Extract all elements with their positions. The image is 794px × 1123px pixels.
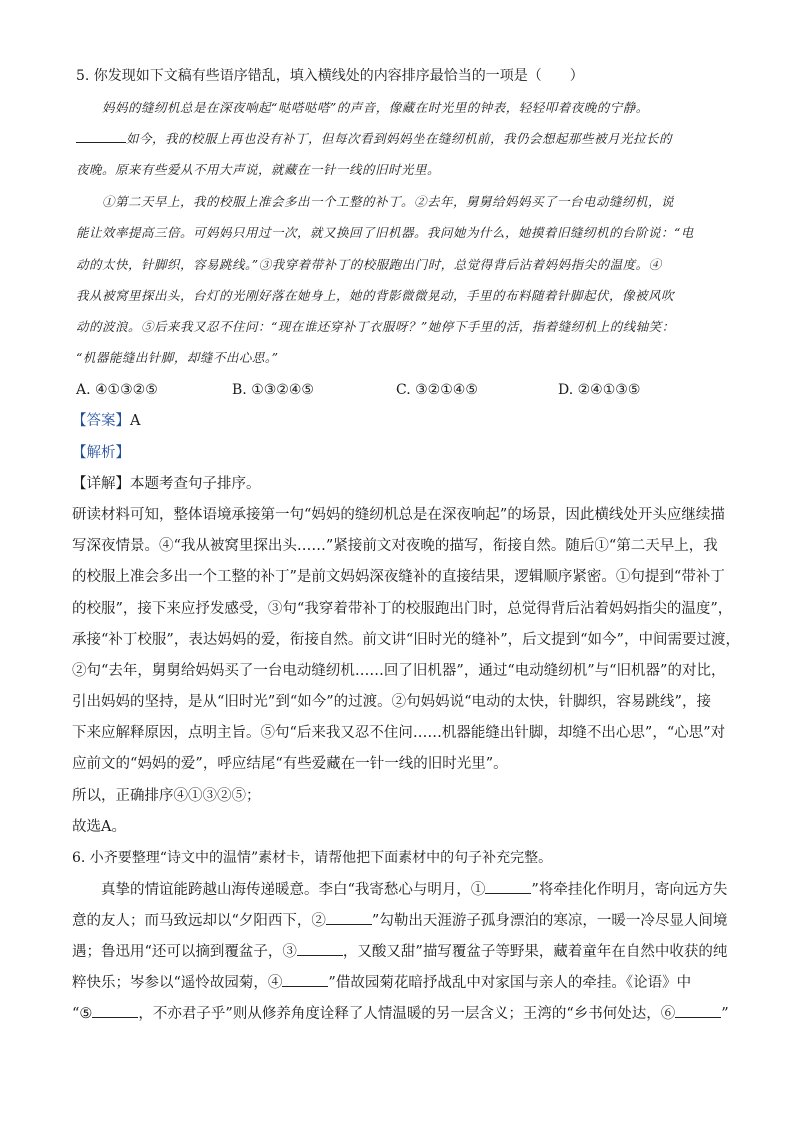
blank-1[interactable] — [485, 893, 531, 894]
passage-line-7: 我从被窝里探出头，台灯的光刚好落在她身上，她的背影微微晃动，手里的布料随着针脚起伏，像被风吹 — [76, 288, 675, 303]
passage-line-3: 夜晚。原来有些爱从不用大声说，就藏在一针一线的旧时光里。 — [76, 162, 441, 177]
explanation-line-5: 承接“补丁校服”，表达妈妈的爱，衔接自然。前文讲“旧时光的缝补”，后文提到“如今”，中间需要过渡， — [72, 632, 740, 648]
answer-value: A — [130, 413, 141, 429]
explanation-line-4: 的校服”，接下来应抒发感受，③句“我穿着带补丁的校服跑出门时，总觉得背后沾着妈妈指尖的温度”， — [72, 601, 733, 617]
q6-line-5: “⑤ ，不亦君子乎”则从修养角度诠释了人情温暖的另一层含义；王湾的“乡书何处达，⑥ ” — [72, 1006, 729, 1022]
option-b[interactable]: B. ①③②④⑤ — [232, 382, 314, 398]
explanation-line-3: 的校服上准会多出一个工整的补丁”是前文妈妈深夜缝补的直接结果，逻辑顺序紧密。①句提到“带补丁 — [72, 569, 725, 585]
blank-5[interactable] — [92, 1017, 138, 1018]
q5-stem: 5. 你发现如下文稿有些语序错乱，填入横线处的内容排序最恰当的一项是（ ） — [76, 68, 584, 84]
passage-line-5: 能让效率提高三倍。可妈妈只用过一次，就又换回了旧机器。我问她为什么，她摸着旧缝纫机的台阶说：“电 — [76, 225, 694, 240]
explanation-line-2: 写深夜情景。④“我从被窝里探出头……”紧接前文对夜晚的描写，衔接自然。随后①“第二天早上，我 — [72, 538, 718, 554]
answer-blank — [76, 142, 126, 143]
explanation-line-1: 研读材料可知，整体语境承接第一句“妈妈的缝纫机总是在深夜响起”的场景，因此横线处开头应继续描 — [72, 507, 725, 523]
q6-line-3: 遇；鲁迅用“还可以摘到覆盆子，③ ，又酸又甜”描写覆盆子等野果，藏着童年在自然中收获的纯 — [72, 944, 728, 960]
blank-3[interactable] — [297, 955, 343, 956]
explanation-line-7: 引出妈妈的坚持，是从“旧时光”到“如今”的过渡。②句妈妈说“电动的太快，针脚织，容易跳线”，接 — [72, 694, 711, 710]
option-a[interactable]: A. ④①③②⑤ — [76, 382, 158, 398]
analysis-tag: 【解析】 — [72, 445, 130, 461]
q6-line-2: 意的友人；而马致远却以“夕阳西下，② ”勾勒出天涯游子孤身漂泊的寒凉，一暖一冷尽显人间境 — [72, 913, 728, 929]
passage-line-8: 动的波浪。⑤后来我又忍不住问：“现在谁还穿补丁衣服呀？”她停下手里的活，指着缝纫机上的线轴笑： — [76, 319, 675, 334]
passage-line-4: ①第二天早上，我的校服上准会多出一个工整的补丁。②去年，舅舅给妈妈买了一台电动缝纫机，说 — [102, 194, 675, 209]
passage-line-6: 动的太快，针脚织，容易跳线。”③我穿着带补丁的校服跑出门时，总觉得背后沾着妈妈指尖的温度。④ — [76, 257, 662, 272]
explanation-line-10: 所以，正确排序④①③②⑤； — [72, 788, 261, 804]
explanation-line-6: ②句“去年，舅舅给妈妈买了一台电动缝纫机……回了旧机器”，通过“电动缝纫机”与“旧机器”的对比， — [72, 663, 726, 679]
answer-tag: 【答案】 — [72, 413, 130, 429]
explanation-line-11: 故选A。 — [72, 819, 126, 835]
detail-tag: 【详解】 — [72, 476, 130, 492]
explanation-line-9: 应前文的“妈妈的爱”，呼应结尾“有些爱藏在一针一线的旧时光里”。 — [72, 756, 508, 772]
explanation-line-8: 下来应解释原因，点明主旨。⑤句“后来我又忍不住问……机器能缝出针脚，却缝不出心思”，“心思”对 — [72, 725, 726, 741]
answer-line — [72, 411, 140, 431]
q6-stem: 6. 小齐要整理“诗文中的温情”素材卡，请帮他把下面素材中的句子补充完整。 — [72, 850, 553, 866]
passage-line-1: 妈妈的缝纫机总是在深夜响起“哒嗒哒嗒”的声音，像藏在时光里的钟表，轻轻叩着夜晚的宁静。 — [102, 100, 649, 115]
detail-line: 【详解】本题考查句子排序。 — [72, 476, 261, 492]
blank-6[interactable] — [675, 1017, 721, 1018]
option-d[interactable]: D. ②④①③⑤ — [558, 382, 641, 398]
q6-line-1: 真挚的情谊能跨越山海传递暖意。李白“我寄愁心与明月，① ”将牵挂化作明月，寄向远方失 — [72, 882, 728, 898]
passage-line-2: 如今，我的校服上再也没有补丁，但每次看到妈妈坐在缝纫机前，我仍会想起那些被月光拉长的 — [76, 129, 672, 149]
passage-line-9: “机器能缝出针脚，却缝不出心思。” — [76, 350, 279, 365]
option-c[interactable]: C. ③②①④⑤ — [396, 382, 478, 398]
blank-4[interactable] — [282, 986, 328, 987]
blank-2[interactable] — [326, 924, 372, 925]
q6-line-4: 粹快乐；岑参以“遥怜故园菊，④ ”借故园菊花暗抒战乱中对家国与亲人的牵挂。《论语》中 — [72, 975, 692, 991]
